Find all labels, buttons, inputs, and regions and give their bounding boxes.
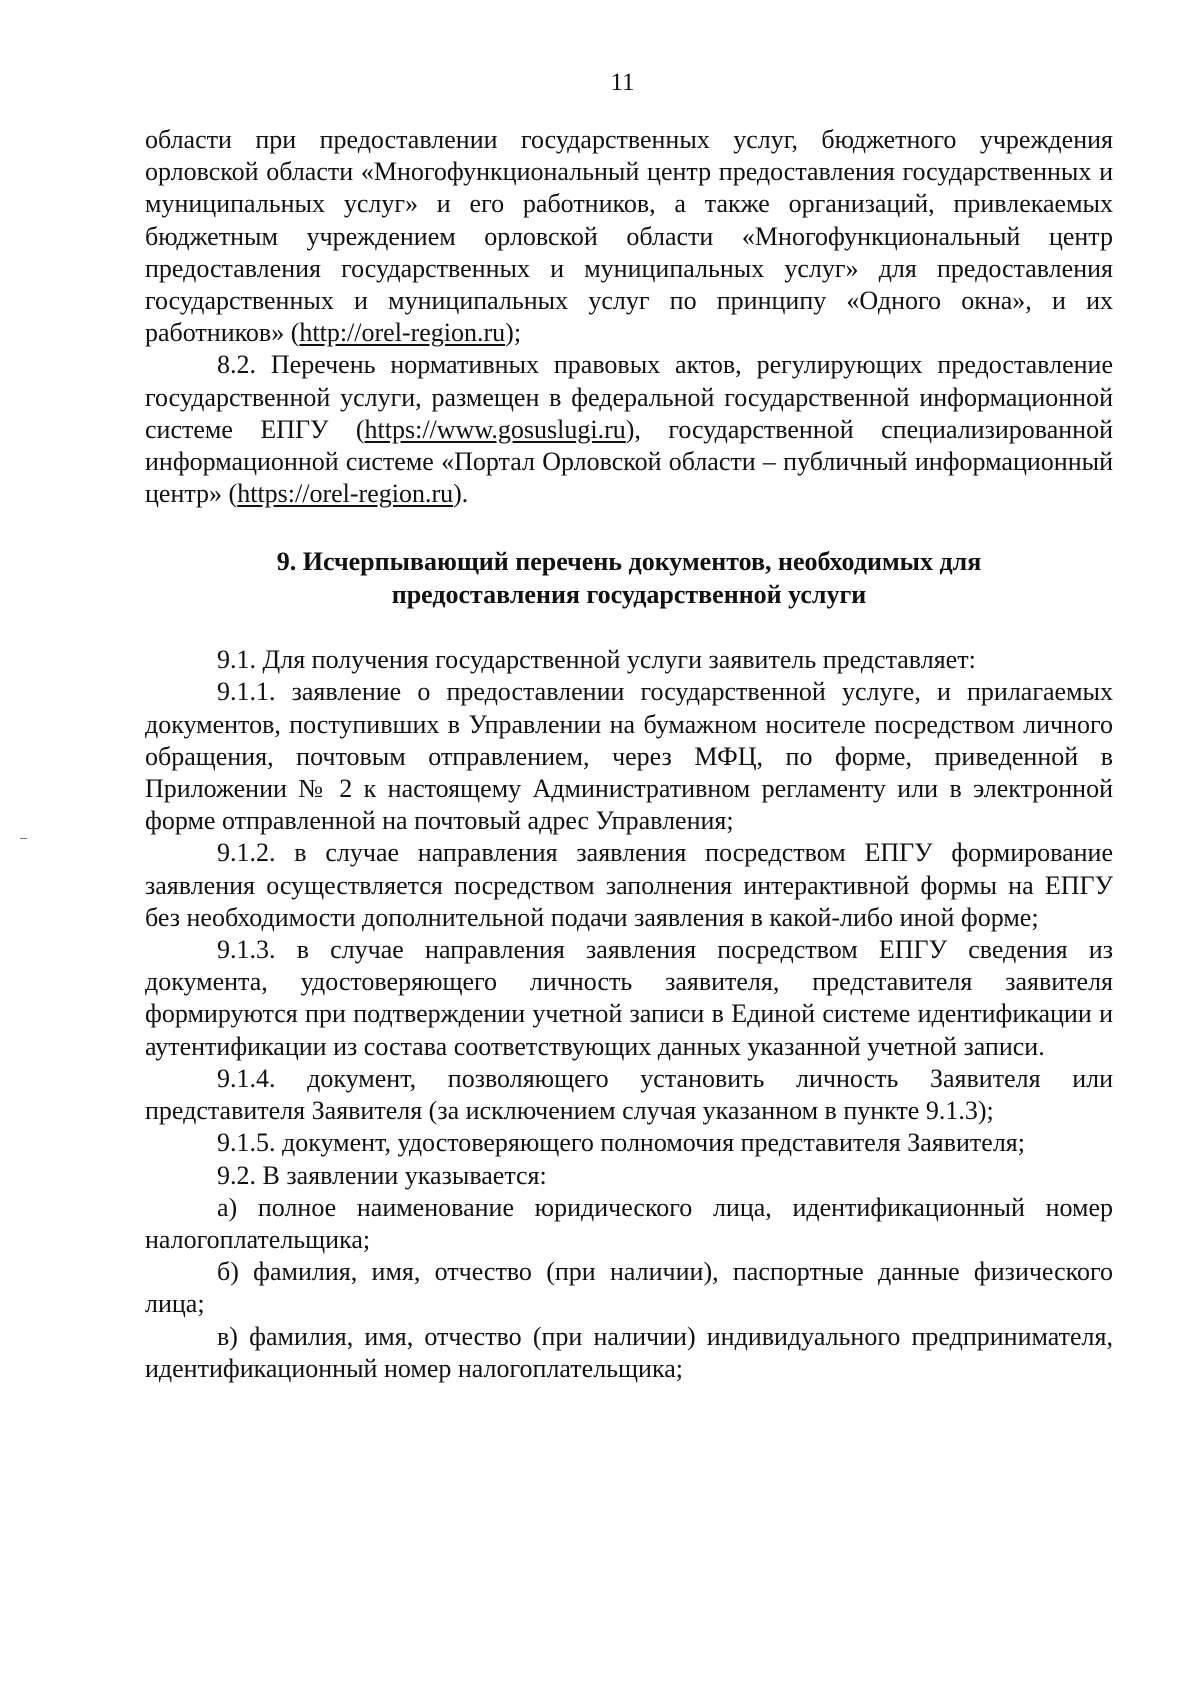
link-gosuslugi[interactable]: https://www.gosuslugi.ru xyxy=(364,414,626,444)
paragraph-9-1-2: 9.1.2. в случае направления заявления посредством ЕПГУ формирование заявления осуществляется посредством заполнения интерактивной формы на ЕПГУ без необходимости дополнительной подачи заявления в какой-либо иной форме; xyxy=(145,838,1113,932)
paragraph-9-1-4: 9.1.4. документ, позволяющего установить личность Заявителя или представителя Заявителя (за исключением случая указанном в пункте 9.1.3); xyxy=(145,1063,1113,1126)
page-number: 11 xyxy=(610,69,635,96)
paragraph-9-1: 9.1. Для получения государственной услуги заявитель представляет: xyxy=(217,645,976,675)
margin-mark xyxy=(20,838,27,839)
paragraph-9-1-5: 9.1.5. документ, удостоверяющего полномочия представителя Заявителя; xyxy=(217,1128,1025,1158)
paragraph-9-1-3: 9.1.3. в случае направления заявления посредством ЕПГУ сведения из документа, удостоверяющего личность заявителя, представителя заявителя формируются при подтверждении учетной записи в Единой системе идентификации и аутентификации из состава соответствующих данных указанной учетной записи. xyxy=(145,935,1113,1061)
paragraph-9-2-c: в) фамилия, имя, отчество (при наличии) индивидуального предпринимателя, идентификационный номер налогоплательщика; xyxy=(145,1321,1113,1383)
section-9-heading-line-1: 9. Исчерпывающий перечень документов, необходимых для xyxy=(276,547,982,577)
paragraph-8-2-end: ). xyxy=(453,479,469,509)
document-body xyxy=(145,124,1113,1385)
paragraph-intro-text: области при предоставлении государственных услуг, бюджетного учреждения орловской области «Многофункциональный центр предоставления государственных и муниципальных услуг» и его работников, а также организаций, привлекаемых бюджетным учреждением орловской области «Многофункциональный центр предоставления государственных и муниципальных услуг» для предоставления государственных и муниципальных услуг по принципу «Одного окна», и их работников» ( xyxy=(145,125,1113,348)
section-9-heading-line-2: предоставления государственной услуги xyxy=(391,579,867,609)
paragraph-9-2-a: а) полное наименование юридического лица, идентификационный номер налогоплательщика; xyxy=(145,1192,1113,1254)
paragraph-intro xyxy=(145,124,1113,349)
link-orel-region-http[interactable]: http://orel-region.ru xyxy=(299,318,506,348)
paragraph-8-2-mid: ), государственной специализированной информационной системе «Портал Орловской области – публичный информационный центр» ( xyxy=(145,414,1113,509)
link-orel-region-https[interactable]: https://orel-region.ru xyxy=(237,479,454,509)
section-9-heading xyxy=(145,546,1113,611)
paragraph-9-2-b: б) фамилия, имя, отчество (при наличии), паспортные данные физического лица; xyxy=(145,1257,1113,1319)
paragraph-intro-end: ); xyxy=(505,318,522,348)
paragraph-9-2: 9.2. В заявлении указывается: xyxy=(217,1160,547,1190)
paragraph-8-2 xyxy=(145,349,1113,510)
paragraph-9-1-1: 9.1.1. заявление о предоставлении государственной услуге, и прилагаемых документов, поступивших в Управлении на бумажном носителе посредством личного обращения, почтовым отправлением, через МФЦ, по форме, приведенной в Приложении № 2 к настоящему Административном регламенту или в электронной форме отправленной на почтовый адрес Управления; xyxy=(145,677,1113,836)
paragraph-8-2-start: 8.2. Перечень нормативных правовых актов, регулирующих предоставление государственной услуги, размещен в федеральной государственной информационной системе ЕПГУ ( xyxy=(145,350,1113,444)
